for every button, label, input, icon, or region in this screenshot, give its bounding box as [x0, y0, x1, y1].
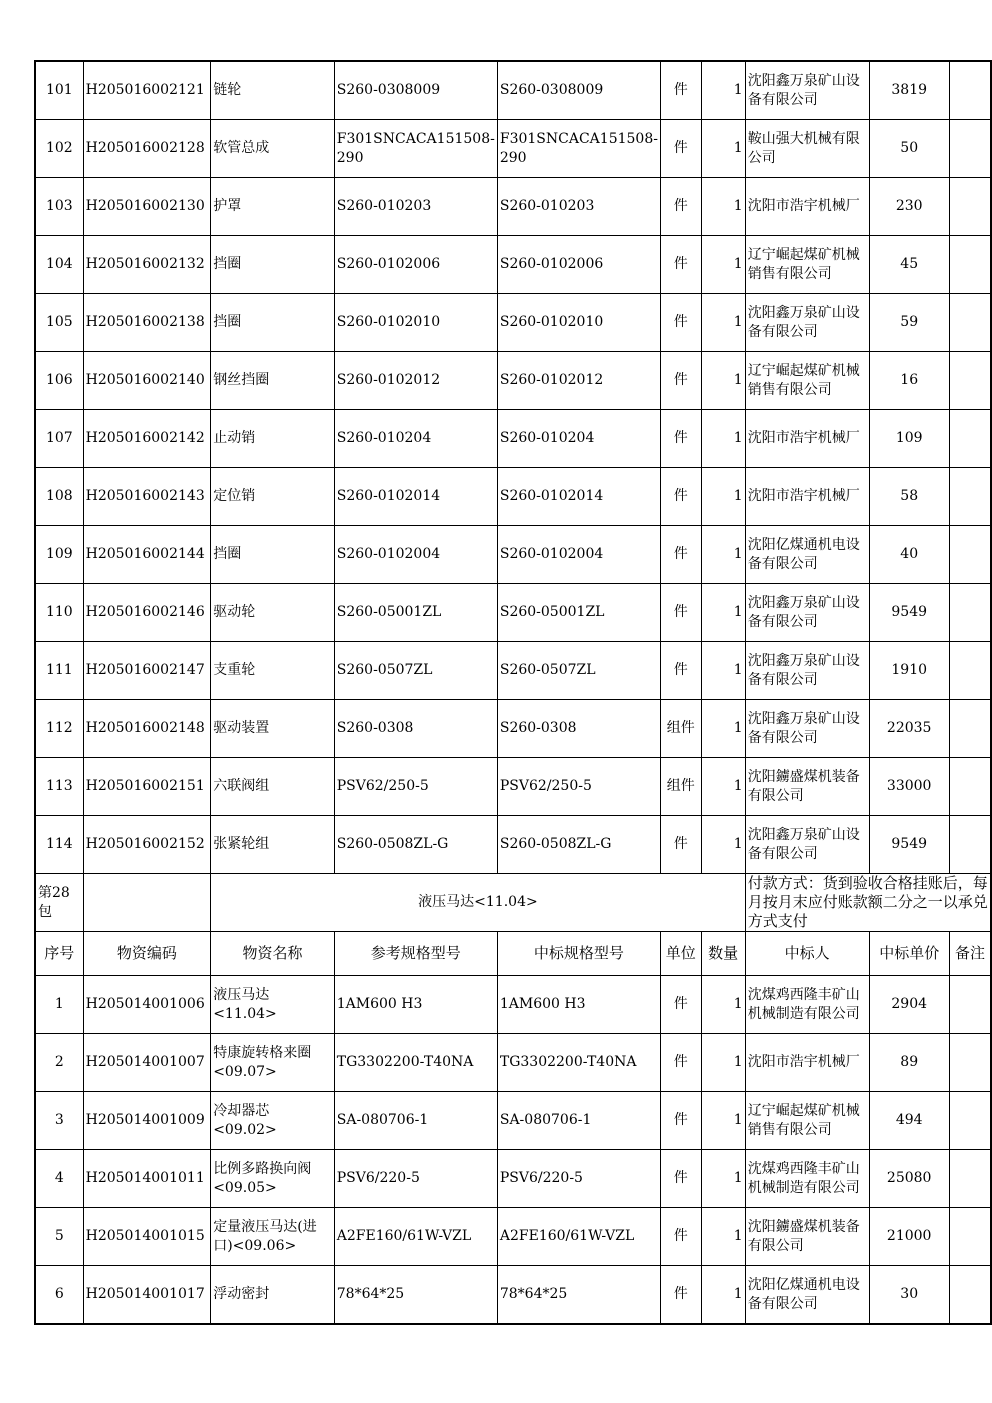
unit-price-cell: 2904	[869, 976, 949, 1034]
package-blank	[83, 874, 211, 932]
package-title: 液压马达<11.04>	[211, 874, 746, 932]
material-name-cell: 挡圈	[211, 526, 335, 584]
unit-price-cell: 9549	[869, 816, 949, 874]
unit-cell: 件	[660, 642, 701, 700]
reference-spec-cell: S260-0102006	[334, 236, 497, 294]
remark-cell	[949, 120, 991, 178]
quantity-cell: 1	[701, 236, 745, 294]
reference-spec-cell: SA-080706-1	[334, 1092, 497, 1150]
table-row	[35, 410, 991, 468]
package-label: 第28包	[35, 874, 83, 932]
header-code: 物资编码	[83, 932, 211, 976]
table-row	[35, 1092, 991, 1150]
material-code-cell: H205014001009	[83, 1092, 211, 1150]
table-row	[35, 352, 991, 410]
header-ref: 参考规格型号	[334, 932, 497, 976]
winning-bidder-cell: 沈阳鑫万泉矿山设备有限公司	[745, 642, 869, 700]
row-number-cell: 4	[35, 1150, 83, 1208]
unit-cell: 件	[660, 178, 701, 236]
quantity-cell: 1	[701, 1150, 745, 1208]
row-number-cell: 101	[35, 61, 83, 120]
winning-bidder-cell: 沈阳鑫万泉矿山设备有限公司	[745, 700, 869, 758]
remark-cell	[949, 1208, 991, 1266]
remark-cell	[949, 1092, 991, 1150]
unit-price-cell: 89	[869, 1034, 949, 1092]
unit-cell: 组件	[660, 758, 701, 816]
winning-bidder-cell: 沈阳鑫万泉矿山设备有限公司	[745, 61, 869, 120]
unit-price-cell: 59	[869, 294, 949, 352]
material-name-cell: 驱动轮	[211, 584, 335, 642]
unit-cell: 件	[660, 1266, 701, 1325]
unit-price-cell: 50	[869, 120, 949, 178]
winning-bidder-cell: 沈阳市浩宇机械厂	[745, 1034, 869, 1092]
unit-price-cell: 1910	[869, 642, 949, 700]
bid-spec-cell: S260-0102014	[497, 468, 660, 526]
material-code-cell: H205016002147	[83, 642, 211, 700]
material-code-cell: H205016002140	[83, 352, 211, 410]
reference-spec-cell: S260-0102012	[334, 352, 497, 410]
quantity-cell: 1	[701, 294, 745, 352]
quantity-cell: 1	[701, 352, 745, 410]
reference-spec-cell: 1AM600 H3	[334, 976, 497, 1034]
material-name-cell: 支重轮	[211, 642, 335, 700]
winning-bidder-cell: 沈阳鑫万泉矿山设备有限公司	[745, 584, 869, 642]
bid-spec-cell: SA-080706-1	[497, 1092, 660, 1150]
winning-bidder-cell: 沈阳亿煤通机电设备有限公司	[745, 526, 869, 584]
table-row	[35, 468, 991, 526]
winning-bidder-cell: 辽宁崛起煤矿机械销售有限公司	[745, 352, 869, 410]
winning-bidder-cell: 沈阳鑫万泉矿山设备有限公司	[745, 816, 869, 874]
material-code-cell: H205016002138	[83, 294, 211, 352]
unit-cell: 件	[660, 236, 701, 294]
reference-spec-cell: S260-0507ZL	[334, 642, 497, 700]
header-qty: 数量	[701, 932, 745, 976]
remark-cell	[949, 468, 991, 526]
header-price: 中标单价	[869, 932, 949, 976]
row-number-cell: 102	[35, 120, 83, 178]
row-number-cell: 105	[35, 294, 83, 352]
table-row	[35, 584, 991, 642]
bid-spec-cell: S260-0102010	[497, 294, 660, 352]
remark-cell	[949, 758, 991, 816]
table-row	[35, 1150, 991, 1208]
unit-price-cell: 22035	[869, 700, 949, 758]
table-row	[35, 526, 991, 584]
package-row	[35, 874, 991, 932]
top-rows	[35, 61, 991, 874]
unit-price-cell: 21000	[869, 1208, 949, 1266]
winning-bidder-cell: 沈阳市浩宇机械厂	[745, 468, 869, 526]
row-number-cell: 108	[35, 468, 83, 526]
reference-spec-cell: F301SNCACA151508-290	[334, 120, 497, 178]
reference-spec-cell: S260-0308009	[334, 61, 497, 120]
bid-spec-cell: S260-0102012	[497, 352, 660, 410]
row-number-cell: 113	[35, 758, 83, 816]
quantity-cell: 1	[701, 410, 745, 468]
header-note: 备注	[949, 932, 991, 976]
header-bid: 中标规格型号	[497, 932, 660, 976]
header-winner: 中标人	[745, 932, 869, 976]
winning-bidder-cell: 鞍山强大机械有限公司	[745, 120, 869, 178]
row-number-cell: 110	[35, 584, 83, 642]
table-row	[35, 816, 991, 874]
unit-price-cell: 494	[869, 1092, 949, 1150]
remark-cell	[949, 816, 991, 874]
remark-cell	[949, 1150, 991, 1208]
remark-cell	[949, 352, 991, 410]
unit-cell: 件	[660, 816, 701, 874]
reference-spec-cell: S260-0308	[334, 700, 497, 758]
unit-cell: 组件	[660, 700, 701, 758]
unit-cell: 件	[660, 1150, 701, 1208]
row-number-cell: 112	[35, 700, 83, 758]
bottom-rows	[35, 976, 991, 1325]
unit-cell: 件	[660, 468, 701, 526]
unit-price-cell: 16	[869, 352, 949, 410]
unit-price-cell: 25080	[869, 1150, 949, 1208]
material-code-cell: H205016002152	[83, 816, 211, 874]
unit-cell: 件	[660, 1208, 701, 1266]
material-name-cell: 软管总成	[211, 120, 335, 178]
material-code-cell: H205016002144	[83, 526, 211, 584]
row-number-cell: 114	[35, 816, 83, 874]
material-code-cell: H205014001006	[83, 976, 211, 1034]
material-name-cell: 钢丝挡圈	[211, 352, 335, 410]
reference-spec-cell: S260-0102004	[334, 526, 497, 584]
material-code-cell: H205014001007	[83, 1034, 211, 1092]
material-name-cell: 挡圈	[211, 294, 335, 352]
quantity-cell: 1	[701, 1092, 745, 1150]
reference-spec-cell: A2FE160/61W-VZL	[334, 1208, 497, 1266]
table-row	[35, 294, 991, 352]
reference-spec-cell: 78*64*25	[334, 1266, 497, 1325]
quantity-cell: 1	[701, 1266, 745, 1325]
winning-bidder-cell: 沈煤鸡西隆丰矿山机械制造有限公司	[745, 1150, 869, 1208]
winning-bidder-cell: 沈阳鑫万泉矿山设备有限公司	[745, 294, 869, 352]
quantity-cell: 1	[701, 120, 745, 178]
winning-bidder-cell: 沈阳市浩宇机械厂	[745, 410, 869, 468]
material-code-cell: H205016002148	[83, 700, 211, 758]
material-name-cell: 护罩	[211, 178, 335, 236]
remark-cell	[949, 584, 991, 642]
row-number-cell: 103	[35, 178, 83, 236]
table-row	[35, 976, 991, 1034]
material-code-cell: H205014001015	[83, 1208, 211, 1266]
material-code-cell: H205016002142	[83, 410, 211, 468]
table-row	[35, 120, 991, 178]
unit-cell: 件	[660, 352, 701, 410]
unit-price-cell: 45	[869, 236, 949, 294]
row-number-cell: 107	[35, 410, 83, 468]
unit-cell: 件	[660, 61, 701, 120]
table-row	[35, 1034, 991, 1092]
row-number-cell: 6	[35, 1266, 83, 1325]
unit-cell: 件	[660, 1092, 701, 1150]
bid-spec-cell: TG3302200-T40NA	[497, 1034, 660, 1092]
unit-price-cell: 109	[869, 410, 949, 468]
remark-cell	[949, 700, 991, 758]
reference-spec-cell: S260-05001ZL	[334, 584, 497, 642]
quantity-cell: 1	[701, 758, 745, 816]
bid-spec-cell: 78*64*25	[497, 1266, 660, 1325]
table-row	[35, 178, 991, 236]
winning-bidder-cell: 沈阳鐪盛煤机装备有限公司	[745, 758, 869, 816]
bid-spec-cell: S260-0508ZL-G	[497, 816, 660, 874]
unit-cell: 件	[660, 584, 701, 642]
reference-spec-cell: S260-0102014	[334, 468, 497, 526]
bid-spec-cell: S260-05001ZL	[497, 584, 660, 642]
quantity-cell: 1	[701, 976, 745, 1034]
bid-spec-cell: S260-0102006	[497, 236, 660, 294]
material-name-cell: 链轮	[211, 61, 335, 120]
row-number-cell: 5	[35, 1208, 83, 1266]
table-row	[35, 758, 991, 816]
bid-spec-cell: A2FE160/61W-VZL	[497, 1208, 660, 1266]
quantity-cell: 1	[701, 1034, 745, 1092]
material-name-cell: 挡圈	[211, 236, 335, 294]
remark-cell	[949, 178, 991, 236]
row-number-cell: 104	[35, 236, 83, 294]
material-code-cell: H205016002146	[83, 584, 211, 642]
material-code-cell: H205016002132	[83, 236, 211, 294]
unit-cell: 件	[660, 526, 701, 584]
bid-spec-cell: S260-010204	[497, 410, 660, 468]
bid-spec-cell: S260-0507ZL	[497, 642, 660, 700]
winning-bidder-cell: 沈煤鸡西隆丰矿山机械制造有限公司	[745, 976, 869, 1034]
remark-cell	[949, 1034, 991, 1092]
unit-price-cell: 30	[869, 1266, 949, 1325]
header-row	[35, 932, 991, 976]
procurement-table	[34, 60, 992, 1325]
material-name-cell: 六联阀组	[211, 758, 335, 816]
bid-spec-cell: PSV62/250-5	[497, 758, 660, 816]
remark-cell	[949, 642, 991, 700]
remark-cell	[949, 410, 991, 468]
material-code-cell: H205014001017	[83, 1266, 211, 1325]
remark-cell	[949, 236, 991, 294]
table-row	[35, 1266, 991, 1325]
header-unit: 单位	[660, 932, 701, 976]
remark-cell	[949, 61, 991, 120]
row-number-cell: 1	[35, 976, 83, 1034]
quantity-cell: 1	[701, 468, 745, 526]
reference-spec-cell: TG3302200-T40NA	[334, 1034, 497, 1092]
reference-spec-cell: S260-0102010	[334, 294, 497, 352]
unit-price-cell: 3819	[869, 61, 949, 120]
material-name-cell: 驱动装置	[211, 700, 335, 758]
quantity-cell: 1	[701, 61, 745, 120]
bid-spec-cell: 1AM600 H3	[497, 976, 660, 1034]
material-code-cell: H205014001011	[83, 1150, 211, 1208]
unit-cell: 件	[660, 120, 701, 178]
winning-bidder-cell: 沈阳鐪盛煤机装备有限公司	[745, 1208, 869, 1266]
quantity-cell: 1	[701, 178, 745, 236]
unit-price-cell: 40	[869, 526, 949, 584]
table-row	[35, 236, 991, 294]
unit-price-cell: 58	[869, 468, 949, 526]
material-name-cell: 定量液压马达(进口)<09.06>	[211, 1208, 335, 1266]
row-number-cell: 106	[35, 352, 83, 410]
winning-bidder-cell: 辽宁崛起煤矿机械销售有限公司	[745, 1092, 869, 1150]
reference-spec-cell: S260-0508ZL-G	[334, 816, 497, 874]
table-row	[35, 642, 991, 700]
material-name-cell: 张紧轮组	[211, 816, 335, 874]
bid-spec-cell: S260-010203	[497, 178, 660, 236]
material-name-cell: 特康旋转格来圈<09.07>	[211, 1034, 335, 1092]
unit-cell: 件	[660, 976, 701, 1034]
row-number-cell: 111	[35, 642, 83, 700]
reference-spec-cell: PSV6/220-5	[334, 1150, 497, 1208]
material-name-cell: 定位销	[211, 468, 335, 526]
unit-price-cell: 230	[869, 178, 949, 236]
bid-spec-cell: PSV6/220-5	[497, 1150, 660, 1208]
quantity-cell: 1	[701, 700, 745, 758]
material-code-cell: H205016002143	[83, 468, 211, 526]
row-number-cell: 2	[35, 1034, 83, 1092]
material-name-cell: 比例多路换向阀<09.05>	[211, 1150, 335, 1208]
quantity-cell: 1	[701, 816, 745, 874]
remark-cell	[949, 1266, 991, 1325]
bid-spec-cell: S260-0102004	[497, 526, 660, 584]
unit-cell: 件	[660, 1034, 701, 1092]
material-name-cell: 浮动密封	[211, 1266, 335, 1325]
material-code-cell: H205016002121	[83, 61, 211, 120]
material-name-cell: 冷却器芯<09.02>	[211, 1092, 335, 1150]
table-row	[35, 61, 991, 120]
bid-spec-cell: S260-0308009	[497, 61, 660, 120]
row-number-cell: 109	[35, 526, 83, 584]
winning-bidder-cell: 辽宁崛起煤矿机械销售有限公司	[745, 236, 869, 294]
remark-cell	[949, 976, 991, 1034]
row-number-cell: 3	[35, 1092, 83, 1150]
header-no: 序号	[35, 932, 83, 976]
material-code-cell: H205016002130	[83, 178, 211, 236]
bid-spec-cell: F301SNCACA151508-290	[497, 120, 660, 178]
material-name-cell: 液压马达<11.04>	[211, 976, 335, 1034]
unit-price-cell: 9549	[869, 584, 949, 642]
material-name-cell: 止动销	[211, 410, 335, 468]
reference-spec-cell: PSV62/250-5	[334, 758, 497, 816]
material-code-cell: H205016002128	[83, 120, 211, 178]
reference-spec-cell: S260-010204	[334, 410, 497, 468]
unit-cell: 件	[660, 294, 701, 352]
remark-cell	[949, 526, 991, 584]
bid-spec-cell: S260-0308	[497, 700, 660, 758]
winning-bidder-cell: 沈阳亿煤通机电设备有限公司	[745, 1266, 869, 1325]
unit-price-cell: 33000	[869, 758, 949, 816]
quantity-cell: 1	[701, 642, 745, 700]
material-code-cell: H205016002151	[83, 758, 211, 816]
winning-bidder-cell: 沈阳市浩宇机械厂	[745, 178, 869, 236]
table-row	[35, 700, 991, 758]
quantity-cell: 1	[701, 526, 745, 584]
reference-spec-cell: S260-010203	[334, 178, 497, 236]
header-name: 物资名称	[211, 932, 335, 976]
payment-terms: 付款方式：货到验收合格挂账后，每月按月末应付账款额二分之一以承兑方式支付	[745, 874, 991, 932]
table-row	[35, 1208, 991, 1266]
remark-cell	[949, 294, 991, 352]
unit-cell: 件	[660, 410, 701, 468]
quantity-cell: 1	[701, 584, 745, 642]
quantity-cell: 1	[701, 1208, 745, 1266]
